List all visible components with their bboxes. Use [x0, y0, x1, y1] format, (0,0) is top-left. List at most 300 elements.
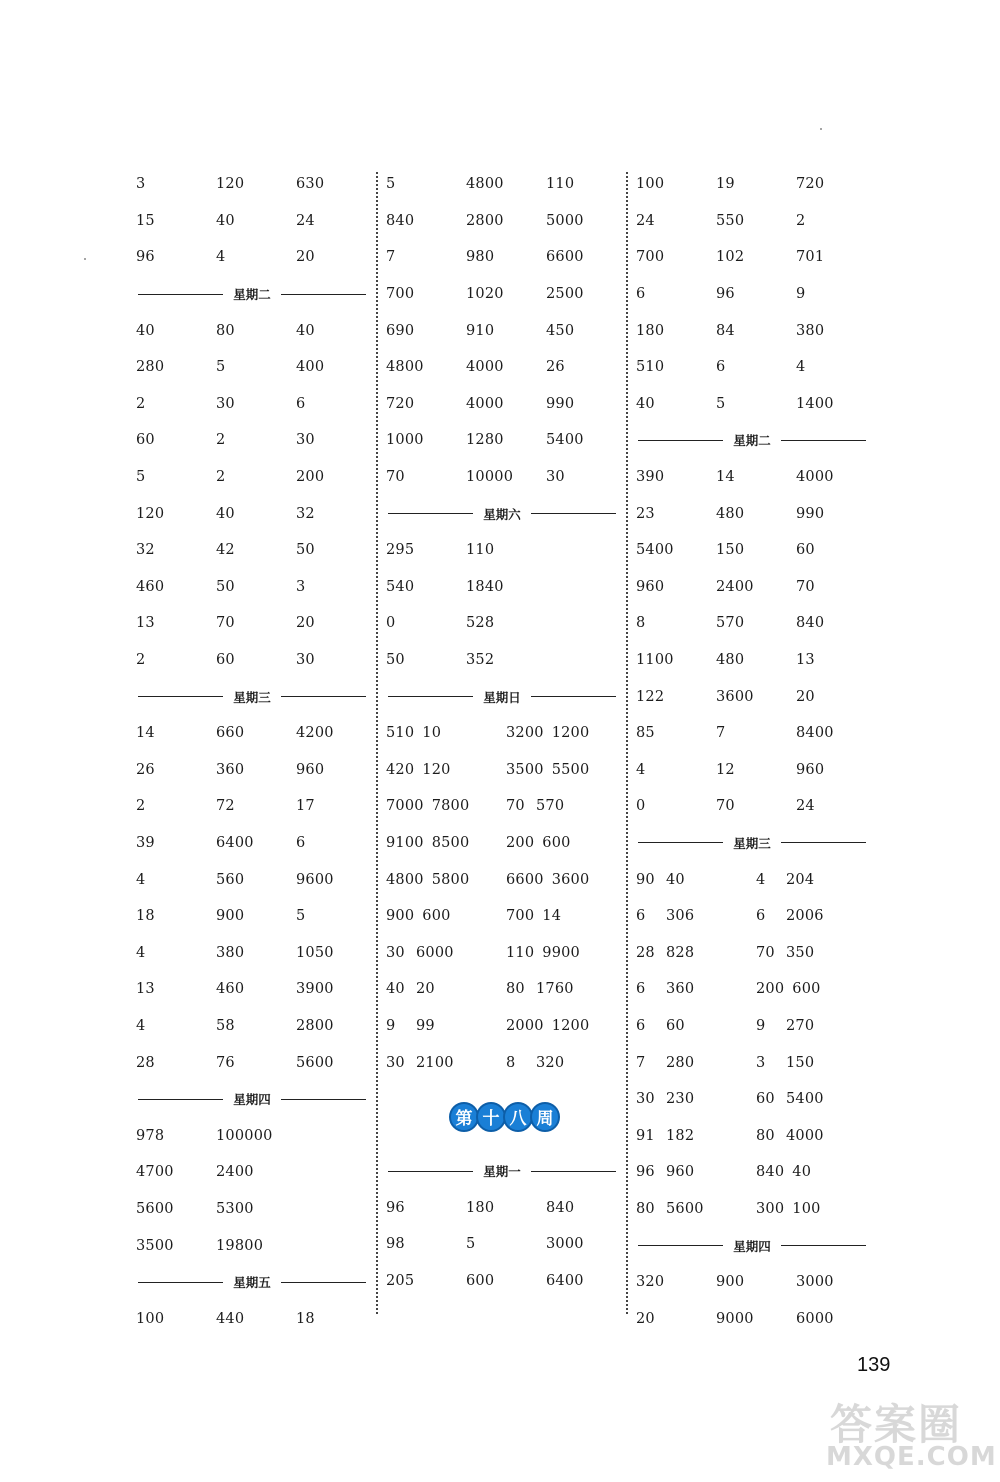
answer-row	[636, 459, 876, 496]
answer-value: 230	[666, 1091, 695, 1108]
answer-value: 32	[136, 542, 155, 559]
answer-row	[136, 1008, 376, 1045]
answer-value: 14	[136, 725, 155, 742]
answer-row	[636, 386, 876, 423]
day-label: 星期二	[233, 287, 271, 303]
answer-value: 6	[636, 1017, 646, 1034]
answer-value: 96	[636, 1164, 655, 1181]
answer-value: 100	[136, 1310, 165, 1327]
answer-value: 2	[796, 212, 806, 229]
heading-rule	[138, 696, 223, 697]
answer-row	[136, 825, 376, 862]
answer-value: 15	[136, 212, 155, 229]
answer-column-3	[636, 166, 876, 1337]
week-title-char: 第	[449, 1102, 479, 1132]
answer-value: 5400	[636, 542, 674, 559]
answer-value: 352	[466, 652, 495, 669]
answer-value: 24	[296, 212, 315, 229]
answer-pair	[636, 1091, 756, 1107]
day-label: 星期四	[233, 1092, 271, 1108]
answer-value: 20	[636, 1310, 655, 1327]
column-divider	[626, 172, 628, 1314]
answer-row	[636, 1081, 876, 1118]
answer-value: 840	[796, 615, 825, 632]
answer-value: 700	[636, 249, 665, 266]
answer-value: 5600	[666, 1200, 704, 1217]
answer-value: 6	[296, 834, 306, 851]
answer-value: 70	[386, 469, 405, 486]
answer-value: 4	[636, 761, 646, 778]
answer-row	[136, 788, 376, 825]
answer-value: 280	[666, 1054, 695, 1071]
answer-value: 990	[796, 505, 825, 522]
answer-value: 840	[756, 1164, 785, 1181]
answer-row	[636, 1008, 876, 1045]
answer-value: 5400	[546, 432, 584, 449]
day-heading	[138, 1081, 366, 1118]
answer-value: 110	[506, 944, 535, 961]
answer-value: 8500	[431, 834, 470, 851]
answer-value: 70	[756, 944, 775, 961]
answer-value: 80	[506, 981, 525, 998]
answer-value: 9	[386, 1017, 396, 1034]
answer-value: 1200	[551, 1017, 590, 1034]
answer-value: 7800	[431, 798, 470, 815]
answer-value: 91	[636, 1127, 655, 1144]
answer-value: 200	[296, 469, 325, 486]
answer-value: 6	[756, 908, 766, 925]
heading-rule	[781, 842, 866, 843]
answer-value: 19	[716, 176, 735, 193]
answer-value: 4	[796, 359, 806, 376]
answer-value: 960	[796, 761, 825, 778]
answer-value: 9	[756, 1017, 766, 1034]
answer-value: 4	[136, 871, 146, 888]
answer-row	[386, 239, 626, 276]
answer-value: 30	[636, 1091, 655, 1108]
answer-row	[386, 788, 626, 825]
answer-row	[636, 349, 876, 386]
answer-value: 20	[296, 249, 315, 266]
answer-pair	[386, 798, 506, 814]
answer-value: 40	[636, 395, 655, 412]
answer-value: 96	[136, 249, 155, 266]
day-heading	[638, 1227, 866, 1264]
answer-value: 2	[136, 395, 146, 412]
answer-value: 99	[416, 1017, 435, 1034]
answer-pair	[386, 945, 506, 961]
week-title-char: 十	[476, 1102, 506, 1132]
answer-value: 100000	[216, 1127, 273, 1144]
answer-value: 120	[136, 505, 165, 522]
answer-value: 3900	[296, 981, 334, 998]
answer-pair	[386, 835, 506, 851]
scan-speck	[820, 128, 822, 130]
answer-value: 6400	[216, 834, 254, 851]
answer-pair	[756, 1018, 876, 1034]
answer-value: 40	[296, 322, 315, 339]
answer-row	[136, 459, 376, 496]
answer-row	[386, 898, 626, 935]
answer-value: 3000	[546, 1236, 584, 1253]
day-heading	[638, 825, 866, 862]
answer-row	[386, 934, 626, 971]
answer-value: 1840	[466, 578, 504, 595]
answer-value: 205	[386, 1272, 415, 1289]
answer-value: 295	[386, 542, 415, 559]
answer-value: 440	[216, 1310, 245, 1327]
heading-rule	[638, 440, 723, 441]
answer-row	[136, 752, 376, 789]
answer-row	[636, 752, 876, 789]
answer-value: 110	[546, 176, 575, 193]
heading-rule	[638, 1245, 723, 1246]
answer-row	[636, 312, 876, 349]
answer-value: 3500	[506, 761, 544, 778]
answer-value: 450	[546, 322, 575, 339]
answer-value: 5	[716, 395, 726, 412]
answer-value: 19800	[216, 1237, 264, 1254]
answer-value: 70	[716, 798, 735, 815]
answer-pair	[756, 908, 876, 924]
heading-rule	[281, 1282, 366, 1283]
heading-rule	[531, 696, 616, 697]
answer-value: 528	[466, 615, 495, 632]
answer-value: 8	[636, 615, 646, 632]
day-label: 星期三	[733, 835, 771, 851]
answer-row	[136, 495, 376, 532]
answer-row	[136, 1191, 376, 1228]
answer-row	[636, 715, 876, 752]
answer-value: 480	[716, 505, 745, 522]
answer-row	[386, 386, 626, 423]
answer-pair	[506, 1055, 626, 1071]
answer-value: 720	[386, 395, 415, 412]
answer-row	[386, 752, 626, 789]
answer-row	[136, 312, 376, 349]
answer-value: 5500	[551, 761, 590, 778]
answer-value: 120	[216, 176, 245, 193]
answer-row	[386, 1189, 626, 1226]
answer-value: 2400	[216, 1164, 254, 1181]
answer-value: 690	[386, 322, 415, 339]
answer-value: 4200	[296, 725, 334, 742]
answer-pair	[386, 908, 506, 924]
answer-value: 2100	[416, 1054, 454, 1071]
answer-value: 5600	[136, 1200, 174, 1217]
answer-value: 23	[636, 505, 655, 522]
answer-value: 5	[296, 908, 306, 925]
answer-row	[386, 971, 626, 1008]
answer-row	[636, 788, 876, 825]
answer-pair	[756, 872, 876, 888]
answer-value: 18	[136, 908, 155, 925]
answer-value: 0	[636, 798, 646, 815]
answer-value: 300	[756, 1200, 785, 1217]
answer-column-2	[386, 166, 626, 1299]
answer-value: 30	[296, 652, 315, 669]
heading-rule	[281, 696, 366, 697]
answer-pair	[636, 1201, 756, 1217]
answer-value: 40	[386, 981, 405, 998]
answer-value: 12	[716, 761, 735, 778]
answer-row	[636, 1044, 876, 1081]
answer-value: 960	[296, 761, 325, 778]
answer-pair	[636, 1164, 756, 1180]
answer-value: 32	[296, 505, 315, 522]
answer-row	[386, 1008, 626, 1045]
answer-row	[136, 203, 376, 240]
answer-value: 40	[792, 1164, 812, 1181]
answer-row	[386, 166, 626, 203]
answer-value: 360	[666, 981, 695, 998]
answer-value: 96	[386, 1199, 405, 1216]
answer-row	[636, 971, 876, 1008]
answer-row	[636, 1191, 876, 1228]
day-heading	[388, 678, 616, 715]
answer-value: 5600	[296, 1054, 334, 1071]
answer-value: 40	[216, 505, 235, 522]
answer-value: 9100	[386, 834, 424, 851]
answer-row	[636, 934, 876, 971]
answer-row	[636, 239, 876, 276]
answer-value: 720	[796, 176, 825, 193]
answer-row	[136, 605, 376, 642]
answer-value: 2	[136, 652, 146, 669]
answer-value: 630	[296, 176, 325, 193]
day-heading	[638, 422, 866, 459]
answer-value: 9	[796, 286, 806, 303]
answer-value: 80	[216, 322, 235, 339]
answer-row	[136, 166, 376, 203]
week-title-char: 周	[530, 1102, 560, 1132]
answer-row	[136, 1300, 376, 1337]
answer-value: 4	[756, 871, 766, 888]
answer-value: 24	[796, 798, 815, 815]
answer-column-1	[136, 166, 376, 1337]
answer-pair	[506, 981, 626, 997]
answer-value: 700	[506, 908, 535, 925]
answer-row	[386, 642, 626, 679]
day-heading	[388, 1153, 616, 1190]
answer-pair	[636, 872, 756, 888]
answer-value: 96	[716, 286, 735, 303]
answer-value: 70	[216, 615, 235, 632]
answer-value: 380	[796, 322, 825, 339]
answer-pair	[386, 1055, 506, 1071]
answer-value: 3600	[551, 871, 590, 888]
answer-value: 400	[296, 359, 325, 376]
answer-value: 80	[756, 1127, 775, 1144]
answer-value: 510	[636, 359, 665, 376]
answer-value: 660	[216, 725, 245, 742]
heading-rule	[138, 294, 223, 295]
answer-row	[636, 1154, 876, 1191]
answer-row	[386, 1044, 626, 1081]
answer-value: 2	[216, 469, 226, 486]
answer-value: 510	[386, 725, 415, 742]
answer-row	[386, 1263, 626, 1300]
answer-value: 6	[636, 981, 646, 998]
answer-value: 3500	[136, 1237, 174, 1254]
answer-value: 980	[466, 249, 495, 266]
answer-value: 1000	[386, 432, 424, 449]
answer-value: 39	[136, 834, 155, 851]
answer-value: 270	[786, 1017, 815, 1034]
answer-value: 72	[216, 798, 235, 815]
answer-value: 50	[386, 652, 405, 669]
answer-value: 122	[636, 688, 665, 705]
answer-row	[136, 386, 376, 423]
answer-pair	[636, 1128, 756, 1144]
answer-value: 480	[716, 652, 745, 669]
answer-pair	[386, 981, 506, 997]
answer-pair	[756, 1164, 876, 1180]
heading-rule	[388, 513, 473, 514]
answer-value: 560	[216, 871, 245, 888]
week-title	[386, 1081, 626, 1153]
answer-value: 320	[636, 1274, 665, 1291]
answer-value: 30	[546, 469, 565, 486]
answer-value: 150	[786, 1054, 815, 1071]
answer-pair	[506, 798, 626, 814]
answer-value: 2800	[296, 1017, 334, 1034]
answer-value: 1400	[796, 395, 834, 412]
answer-pair	[506, 945, 626, 961]
answer-value: 80	[636, 1200, 655, 1217]
answer-row	[136, 1044, 376, 1081]
answer-row	[386, 276, 626, 313]
answer-row	[636, 898, 876, 935]
answer-value: 2	[136, 798, 146, 815]
answer-value: 1100	[636, 652, 674, 669]
answer-row	[386, 715, 626, 752]
answer-value: 30	[216, 395, 235, 412]
heading-rule	[388, 696, 473, 697]
answer-value: 60	[796, 542, 815, 559]
heading-rule	[781, 1245, 866, 1246]
answer-value: 85	[636, 725, 655, 742]
answer-value: 5300	[216, 1200, 254, 1217]
answer-value: 6600	[546, 249, 584, 266]
answer-value: 320	[536, 1054, 565, 1071]
answer-value: 18	[296, 1310, 315, 1327]
answer-value: 460	[136, 578, 165, 595]
answer-pair	[506, 1018, 626, 1034]
day-heading	[388, 495, 616, 532]
answer-value: 4700	[136, 1164, 174, 1181]
answer-value: 840	[546, 1199, 575, 1216]
answer-value: 600	[542, 834, 571, 851]
answer-row	[136, 1227, 376, 1264]
day-label: 星期日	[483, 689, 521, 705]
answer-value: 280	[136, 359, 165, 376]
answer-value: 4800	[466, 176, 504, 193]
answer-row	[386, 349, 626, 386]
answer-value: 1050	[296, 944, 334, 961]
answer-pair	[756, 1055, 876, 1071]
answer-value: 4000	[796, 469, 834, 486]
answer-value: 7000	[386, 798, 424, 815]
answer-value: 24	[636, 212, 655, 229]
answer-row	[136, 1154, 376, 1191]
answer-value: 7	[716, 725, 726, 742]
answer-value: 5	[136, 469, 146, 486]
answer-value: 200	[756, 981, 785, 998]
answer-value: 550	[716, 212, 745, 229]
answer-value: 701	[796, 249, 825, 266]
answer-value: 98	[386, 1236, 405, 1253]
answer-row	[636, 1264, 876, 1301]
answer-value: 3	[756, 1054, 766, 1071]
day-label: 星期三	[233, 689, 271, 705]
answer-value: 30	[386, 1054, 405, 1071]
day-label: 星期二	[733, 433, 771, 449]
answer-row	[386, 861, 626, 898]
answer-pair	[506, 872, 626, 888]
answer-pair	[636, 908, 756, 924]
answer-value: 8	[506, 1054, 516, 1071]
answer-pair	[636, 981, 756, 997]
answer-row	[386, 605, 626, 642]
answer-value: 60	[666, 1017, 685, 1034]
answer-value: 600	[466, 1272, 495, 1289]
answer-value: 40	[216, 212, 235, 229]
answer-value: 4800	[386, 871, 424, 888]
answer-value: 900	[386, 908, 415, 925]
answer-value: 2006	[786, 908, 824, 925]
day-label: 星期五	[233, 1275, 271, 1291]
answer-row	[636, 678, 876, 715]
answer-row	[136, 934, 376, 971]
answer-value: 1200	[551, 725, 590, 742]
answer-value: 13	[136, 615, 155, 632]
answer-value: 84	[716, 322, 735, 339]
answer-row	[136, 422, 376, 459]
answer-value: 600	[422, 908, 451, 925]
answer-value: 14	[716, 469, 735, 486]
answer-row	[386, 203, 626, 240]
answer-pair	[386, 725, 506, 741]
answer-value: 1760	[536, 981, 574, 998]
answer-value: 978	[136, 1127, 165, 1144]
answer-value: 9600	[296, 871, 334, 888]
answer-value: 5800	[431, 871, 470, 888]
watermark-url: MXQE.COM	[826, 1442, 997, 1472]
answer-row	[386, 459, 626, 496]
heading-rule	[781, 440, 866, 441]
watermark-text: 答案圈	[830, 1400, 963, 1449]
answer-value: 9000	[716, 1310, 754, 1327]
answer-value: 420	[386, 761, 415, 778]
answer-value: 5000	[546, 212, 584, 229]
answer-pair	[636, 1018, 756, 1034]
week-badge	[452, 1102, 560, 1132]
answer-value: 10	[422, 725, 442, 742]
column-divider	[376, 172, 378, 1314]
answer-value: 5	[386, 176, 396, 193]
answer-value: 180	[466, 1199, 495, 1216]
answer-pair	[506, 835, 626, 851]
answer-value: 4	[136, 944, 146, 961]
answer-value: 3000	[796, 1274, 834, 1291]
answer-value: 70	[506, 798, 525, 815]
answer-value: 828	[666, 944, 695, 961]
answer-value: 14	[542, 908, 562, 925]
answer-value: 570	[536, 798, 565, 815]
answer-value: 150	[716, 542, 745, 559]
answer-row	[636, 1117, 876, 1154]
